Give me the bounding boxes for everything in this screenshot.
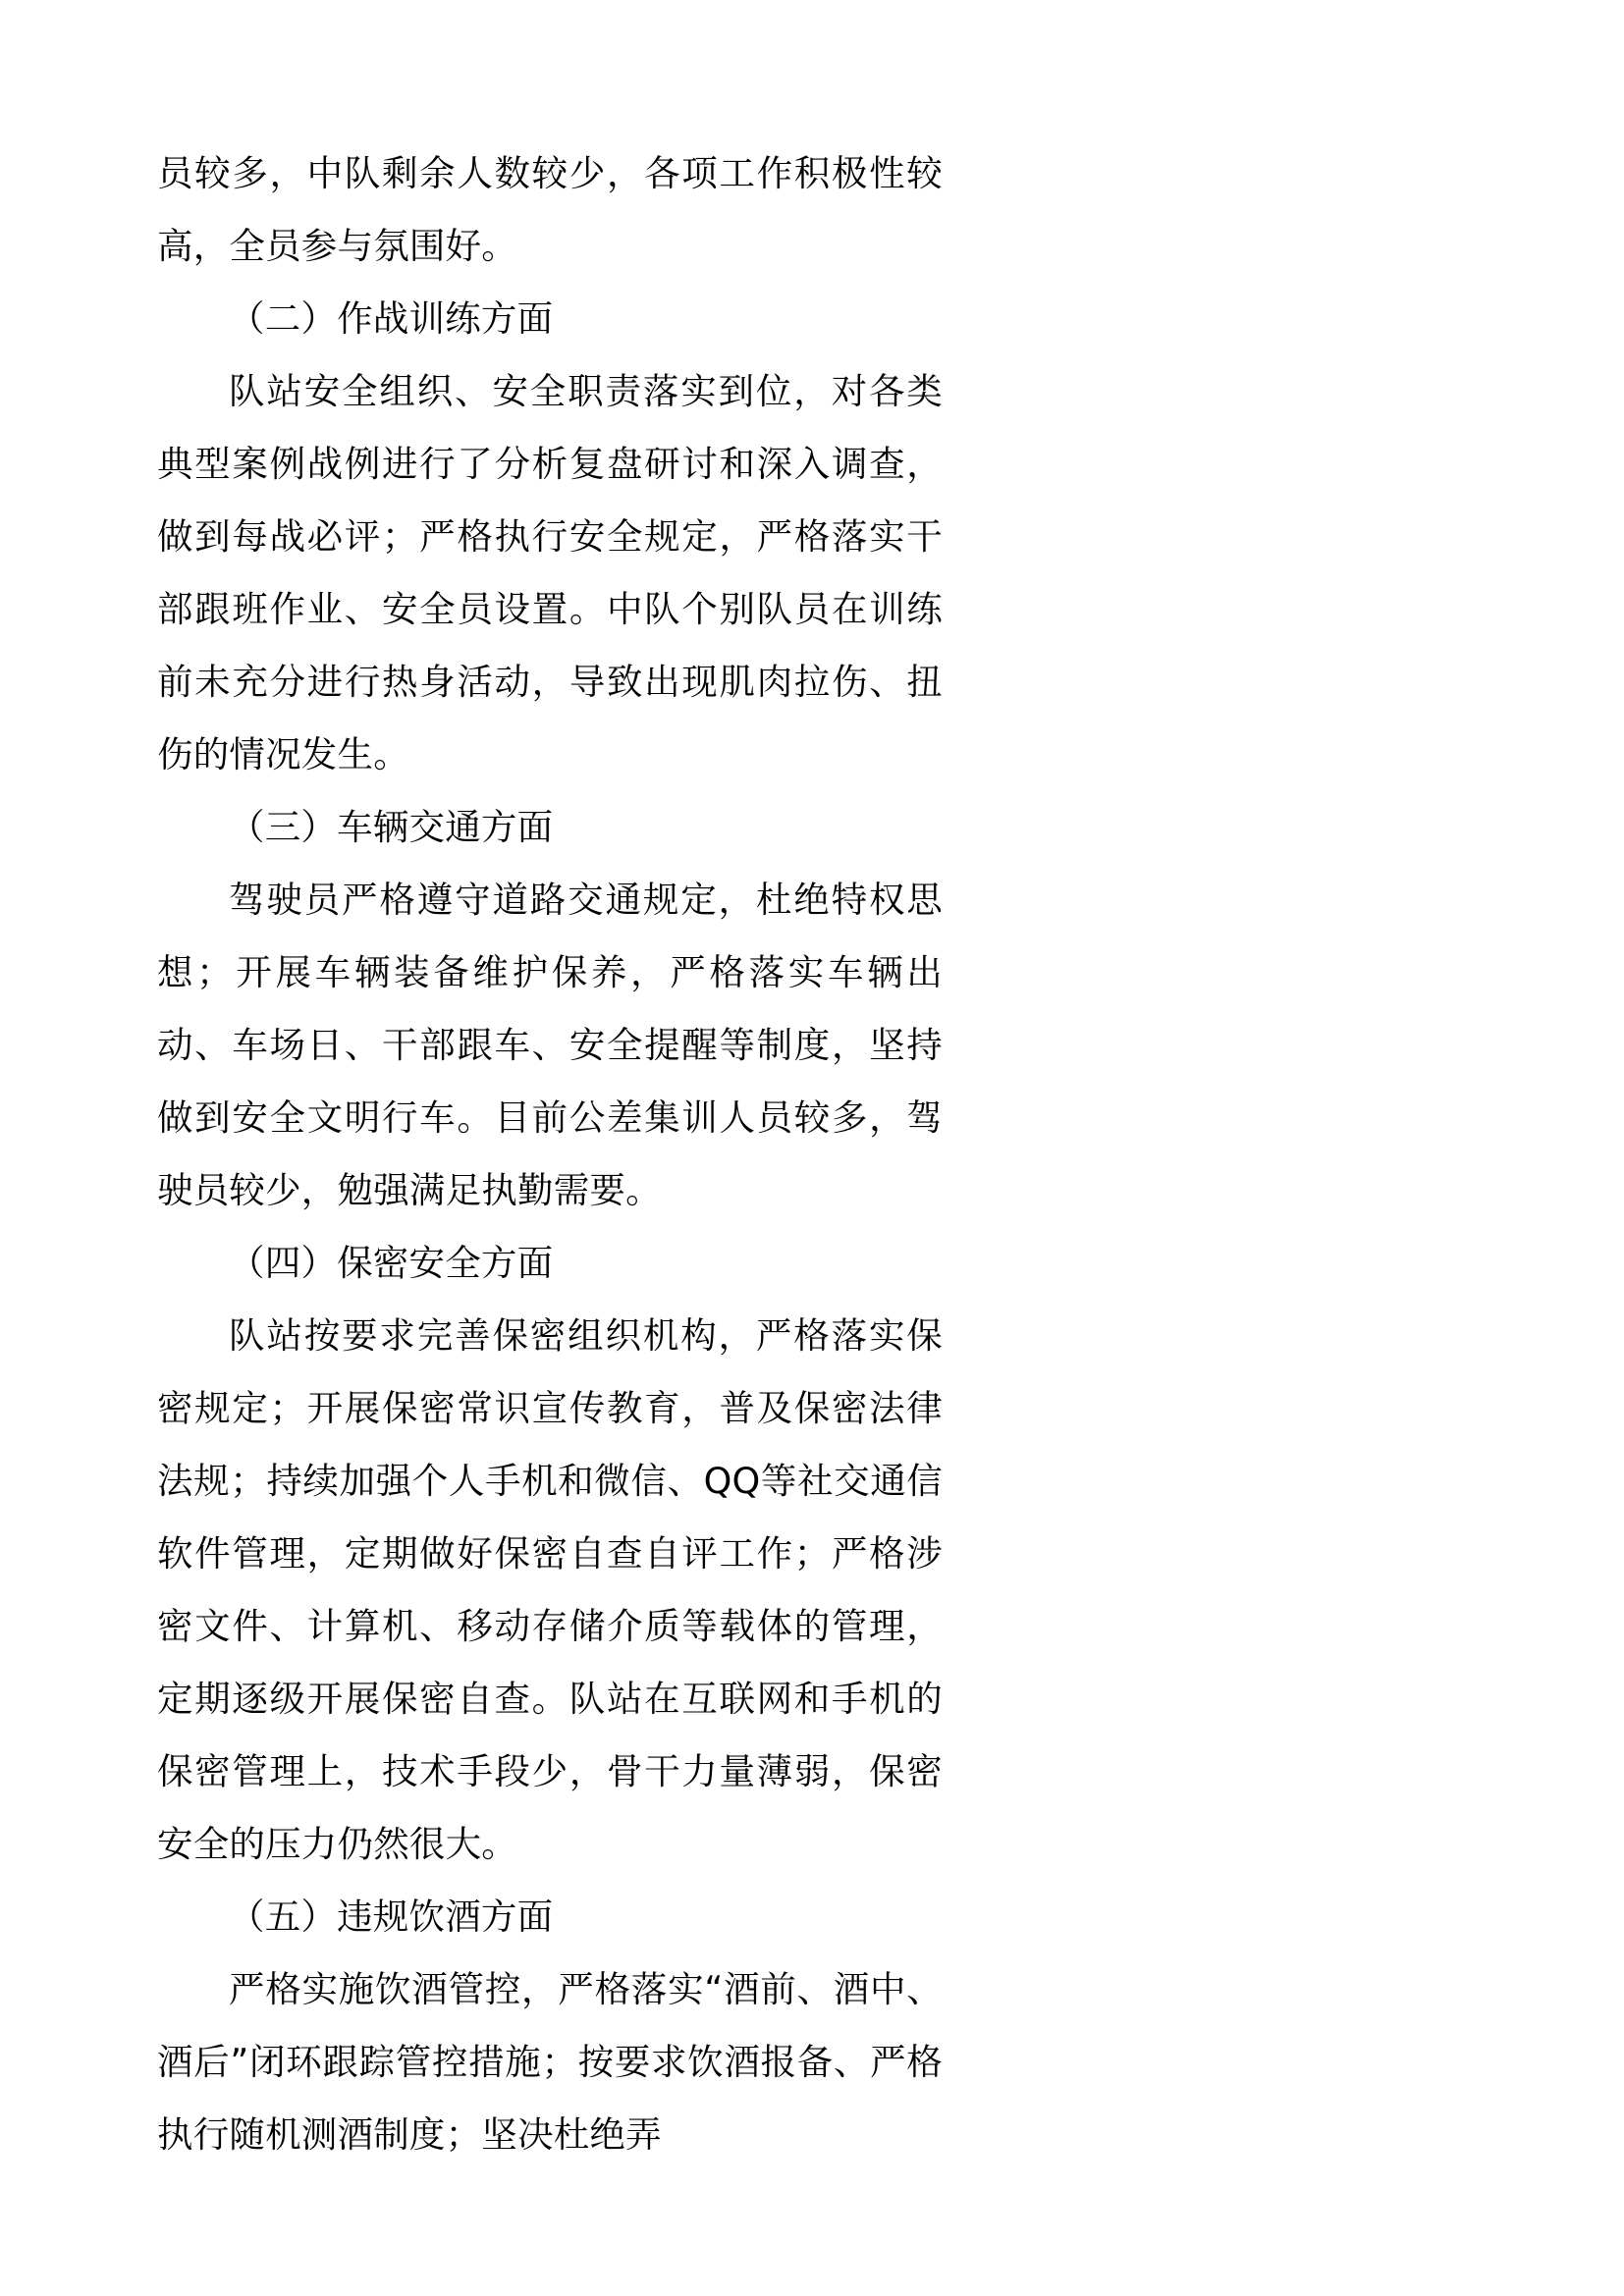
page-text-column [157, 137, 943, 2171]
section-body-4: 队站按要求完善保密组织机构，严格落实保密规定；开展保密常识宣传教育，普及保密法律法规；持续加强个人手机和微信、QQ等社交通信软件管理，定期做好保密自查自评工作；严格涉密文件、计算机、移动存储介质等载体的管理，定期逐级开展保密自查。队站在互联网和手机的保密管理上，技术手段少，骨干力量薄弱，保密安全的压力仍然很大。 [157, 1314, 943, 1865]
section-body-2: 队站安全组织、安全职责落实到位，对各类典型案例战例进行了分析复盘研讨和深入调查，做到每战必评；严格执行安全规定，严格落实干部跟班作业、安全员设置。中队个别队员在训练前未充分进行热身活动，导致出现肌肉拉伤、扭伤的情况发生。 [157, 370, 943, 775]
section-heading-3: （三）车辆交通方面 [229, 806, 554, 848]
section-body-5: 严格实施饮酒管控，严格落实“酒前、酒中、酒后”闭环跟踪管控措施；按要求饮酒报备、严格执行随机测酒制度；坚决杜绝弄 [157, 1968, 943, 2156]
section-body-3: 驾驶员严格遵守道路交通规定，杜绝特权思想；开展车辆装备维护保养，严格落实车辆出动、车场日、干部跟车、安全提醒等制度，坚持做到安全文明行车。目前公差集训人员较多，驾驶员较少，勉强满足执勤需要。 [157, 879, 943, 1211]
section-heading-2: （二）作战训练方面 [229, 297, 554, 340]
section-heading-5: （五）违规饮酒方面 [229, 1896, 554, 1938]
paragraph-continued-from-previous-page: 员较多，中队剩余人数较少，各项工作积极性较高，全员参与氛围好。 [157, 152, 943, 267]
section-heading-4: （四）保密安全方面 [229, 1242, 554, 1284]
